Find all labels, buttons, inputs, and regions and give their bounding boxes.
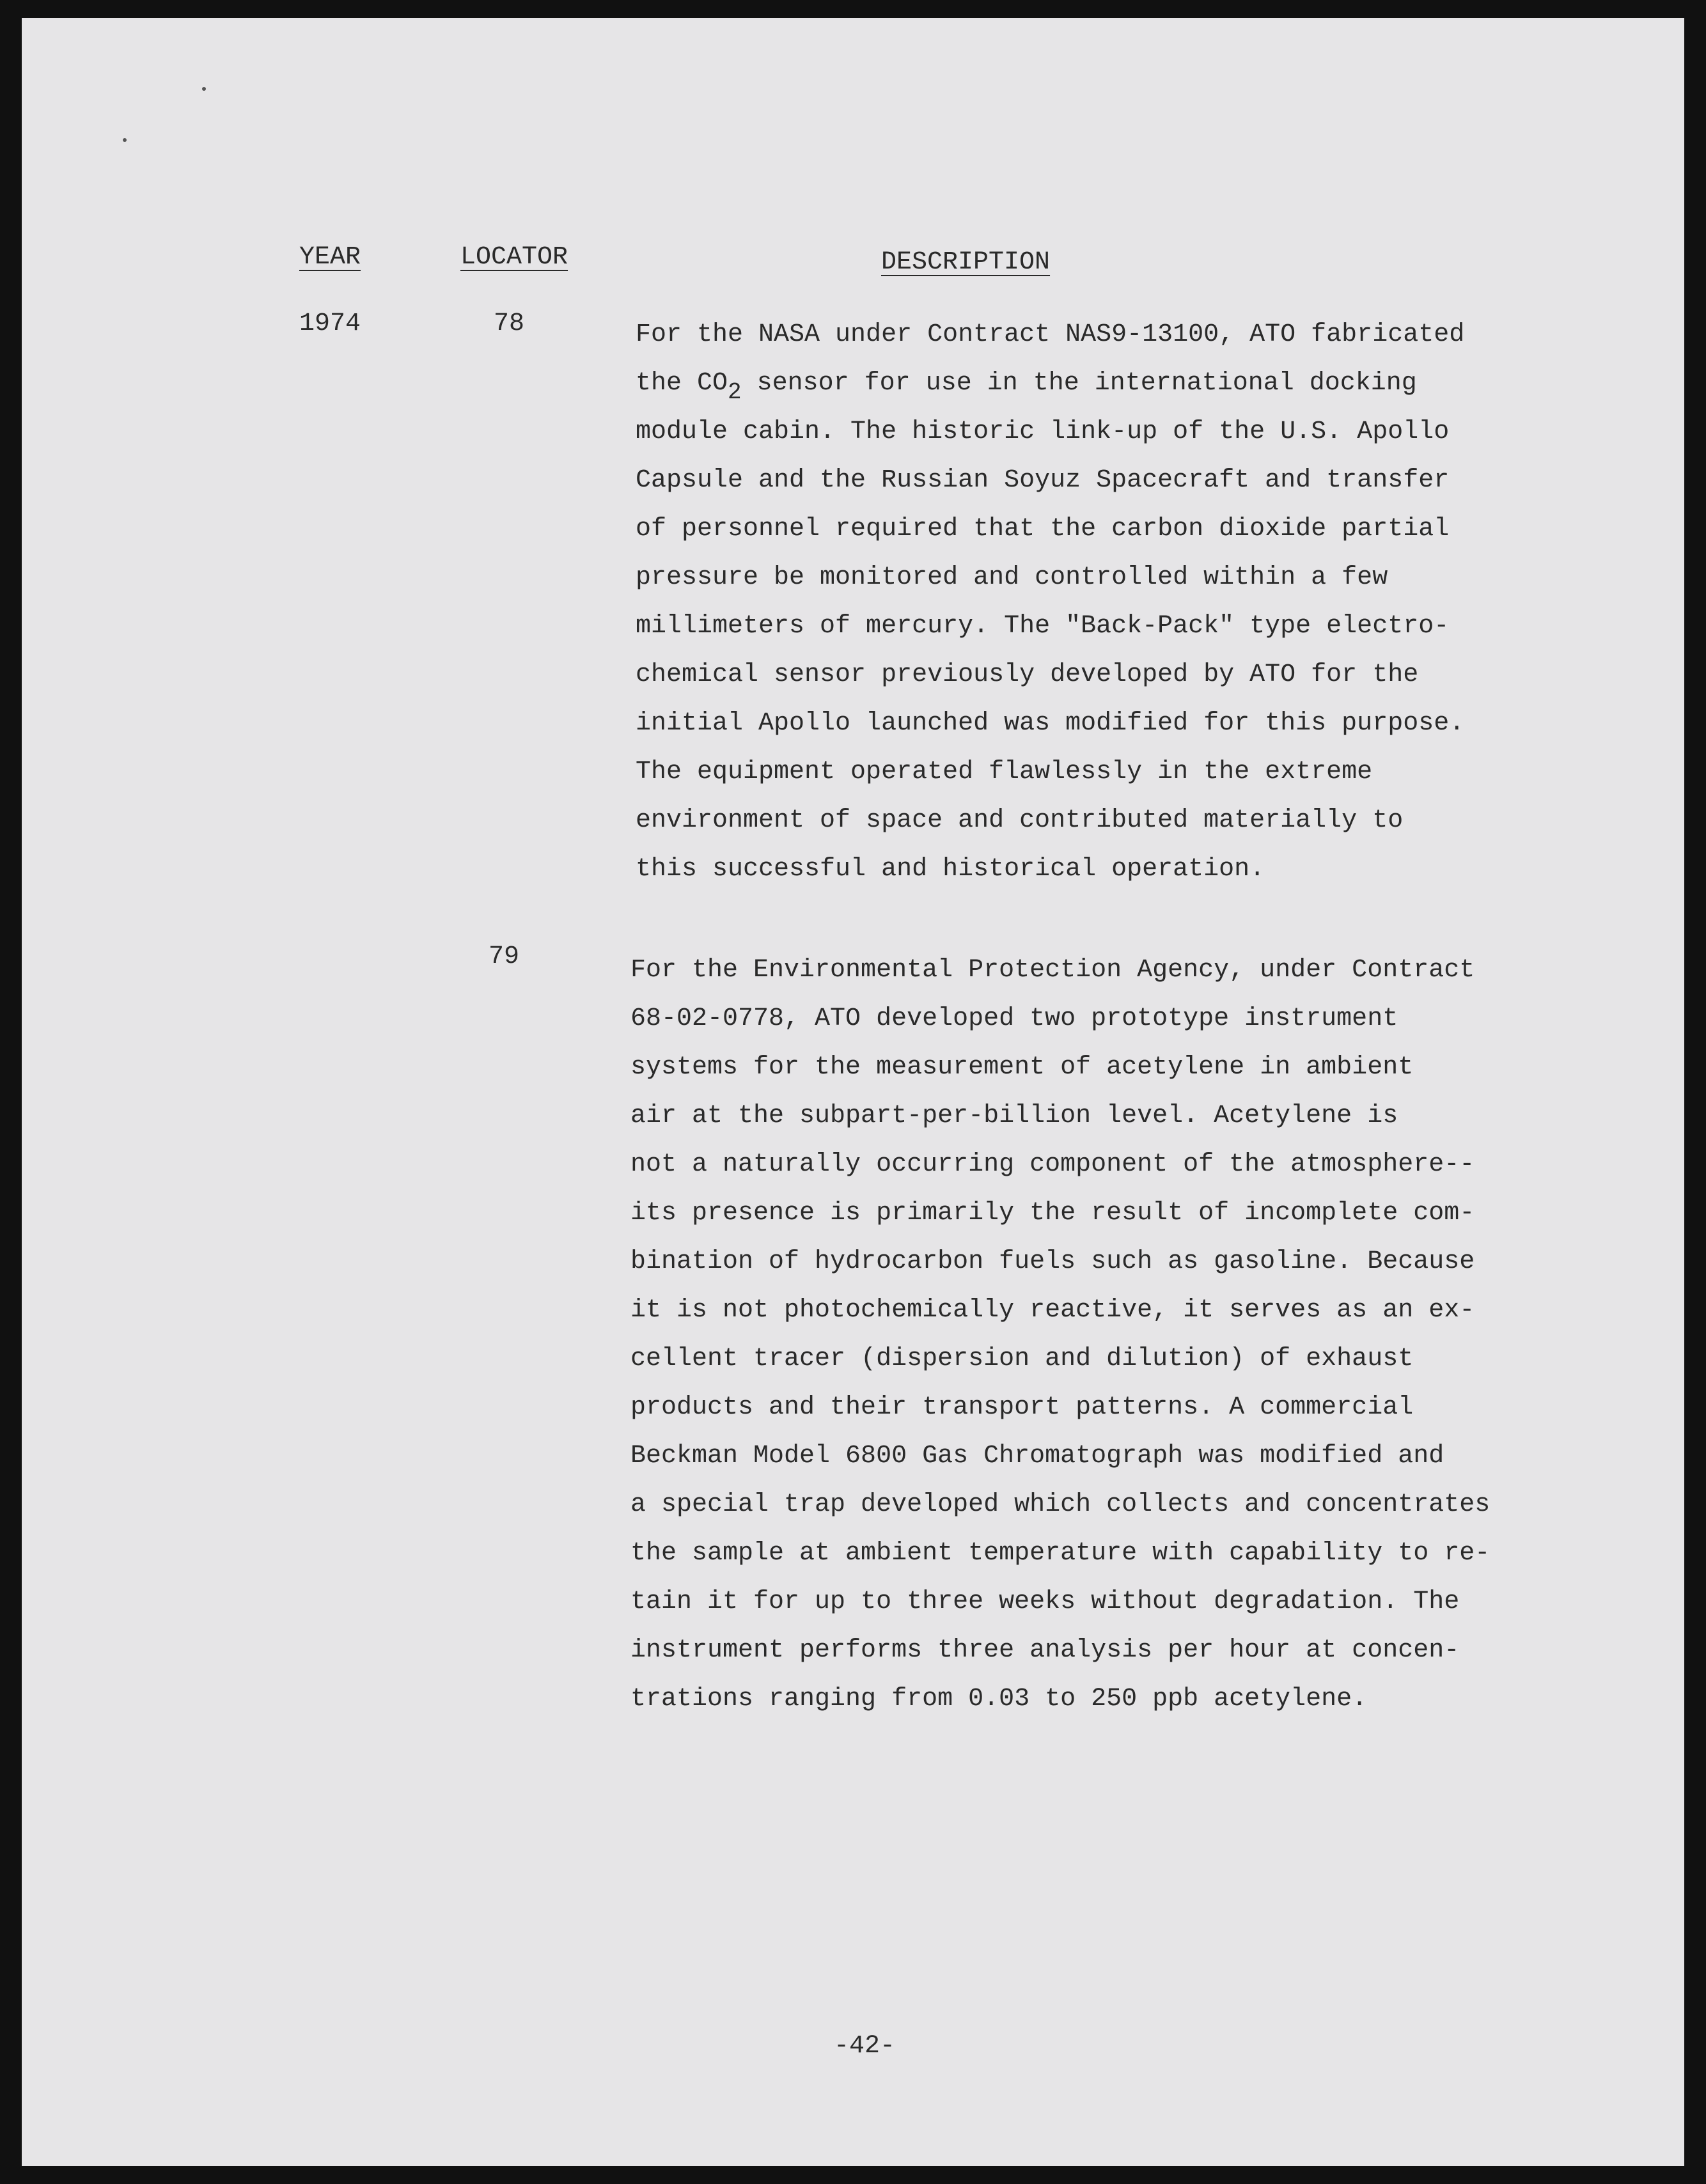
scan-speck xyxy=(123,138,127,142)
header-description: DESCRIPTION xyxy=(881,248,1051,277)
description-line: trations ranging from 0.03 to 250 ppb acetylene. xyxy=(630,1685,1368,1713)
entry-1-description xyxy=(636,311,1531,894)
description-line: For the NASA under Contract NAS9-13100, ATO fabricated xyxy=(636,320,1465,349)
description-line: not a naturally occurring component of the atmosphere-- xyxy=(630,1150,1475,1179)
description-line: For the Environmental Protection Agency, under Contract xyxy=(630,956,1475,985)
description-line: The equipment operated flawlessly in the extreme xyxy=(636,758,1373,786)
description-line: module cabin. The historic link-up of the U.S. Apollo xyxy=(636,417,1450,446)
document-page xyxy=(22,18,1684,2166)
description-line: millimeters of mercury. The "Back-Pack" type electro- xyxy=(636,612,1450,641)
header-year: YEAR xyxy=(299,243,361,272)
description-line: a special trap developed which collects and concentrates xyxy=(630,1490,1491,1519)
description-line: chemical sensor previously developed by ATO for the xyxy=(636,660,1419,689)
description-line: its presence is primarily the result of incomplete com- xyxy=(630,1199,1475,1228)
co2-text: the CO xyxy=(636,369,728,398)
co2-subscript: 2 xyxy=(728,379,742,405)
entry-1-locator: 78 xyxy=(494,309,525,338)
entry-1-year: 1974 xyxy=(299,309,361,338)
description-line: pressure be monitored and controlled within a few xyxy=(636,563,1388,592)
description-line: it is not photochemically reactive, it serves as an ex- xyxy=(630,1296,1475,1325)
description-line: of personnel required that the carbon dioxide partial xyxy=(636,515,1450,543)
description-line-co2 xyxy=(636,359,1531,408)
description-line: this successful and historical operation. xyxy=(636,855,1265,884)
description-line: environment of space and contributed materially to xyxy=(636,806,1404,835)
description-line: products and their transport patterns. A commercial xyxy=(630,1393,1414,1422)
co2-text-rest: sensor for use in the international docking xyxy=(741,369,1417,398)
scan-speck xyxy=(202,87,206,91)
description-line: cellent tracer (dispersion and dilution) of exhaust xyxy=(630,1345,1414,1373)
description-line: the sample at ambient temperature with capability to re- xyxy=(630,1539,1491,1568)
description-line: bination of hydrocarbon fuels such as gasoline. Because xyxy=(630,1247,1475,1276)
description-line: air at the subpart-per-billion level. Acetylene is xyxy=(630,1102,1398,1130)
description-line: systems for the measurement of acetylene in ambient xyxy=(630,1053,1414,1082)
description-line: Beckman Model 6800 Gas Chromatograph was modified and xyxy=(630,1442,1444,1470)
page-number: -42- xyxy=(834,2032,896,2061)
description-line: tain it for up to three weeks without degradation. The xyxy=(630,1587,1460,1616)
description-line: instrument performs three analysis per hour at concen- xyxy=(630,1636,1460,1665)
header-locator: LOCATOR xyxy=(460,243,568,272)
description-line: Capsule and the Russian Soyuz Spacecraft and transfer xyxy=(636,466,1450,495)
entry-2-locator: 79 xyxy=(489,942,520,971)
description-line: initial Apollo launched was modified for this purpose. xyxy=(636,709,1465,738)
entry-2-description xyxy=(630,946,1526,1724)
description-line: 68-02-0778, ATO developed two prototype instrument xyxy=(630,1004,1398,1033)
